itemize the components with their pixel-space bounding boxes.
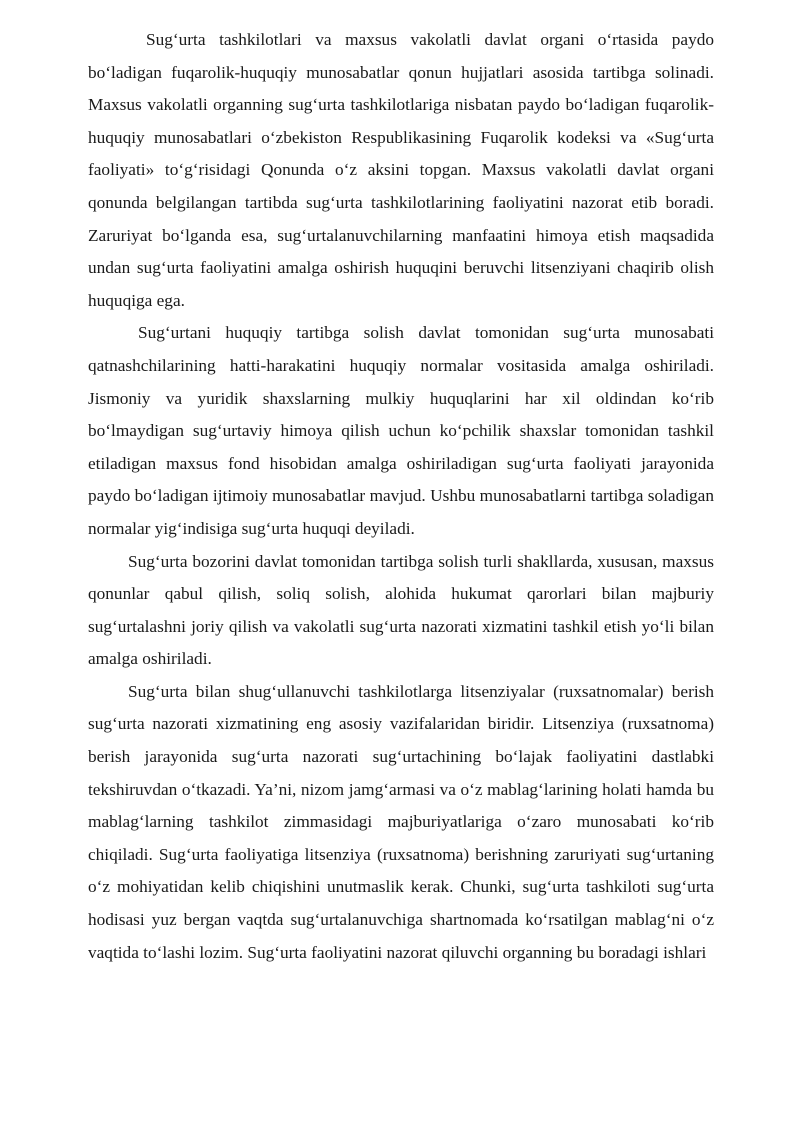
paragraph-1: Sug‘urta tashkilotlari va maxsus vakolatli davlat organi o‘rtasida paydo bo‘ladigan fuqarolik-huquqiy munosabatlar qonun hujjatlari asosida tartibga solinadi. Maxsus vakolatli organning sug‘urta tashkilotlariga nisbatan paydo bo‘ladigan fuqarolik-huquqiy munosabatlari o‘zbekiston Respublikasining Fuqarolik kodeksi va «Sug‘urta faoliyati» to‘g‘risidagi Qonunda o‘z aksini topgan. Maxsus vakolatli davlat organi qonunda belgilangan tartibda sug‘urta tashkilotlarining faoliyatini nazorat etib boradi. Zaruriyat bo‘lganda esa, sug‘urtalanuvchilarning manfaatini himoya etish maqsadida undan sug‘urta faoliyatini amalga oshirish huquqini beruvchi litsenziyani chaqirib olish huquqiga ega. xyxy=(88,30,714,310)
paragraph-4: Sug‘urta bilan shug‘ullanuvchi tashkilotlarga litsenziyalar (ruxsatnomalar) berish sug‘urta nazorati xizmatining eng asosiy vazifalaridan biridir. Litsenziya (ruxsatnoma) berish jarayonida sug‘urta nazorati sug‘urtachining bo‘lajak faoliyatini dastlabki tekshiruvdan o‘tkazadi. Ya’ni, nizom jamg‘armasi va o‘z mablag‘larining holati hamda bu mablag‘larning tashkilot zimmasidagi majburiyatlariga o‘zaro munosabati ko‘rib chiqiladi. Sug‘urta faoliyatiga litsenziya (ruxsatnoma) berishning zaruriyati sug‘urtaning o‘z mohiyatidan kelib chiqishini unutmaslik kerak. Chunki, sug‘urta tashkiloti sug‘urta hodisasi yuz bergan vaqtda sug‘urtalanuvchiga shartnomada ko‘rsatilgan mablag‘ni o‘z vaqtida to‘lashi lozim. Sug‘urta faoliyatini nazorat qiluvchi organning bu boradagi ishlari xyxy=(88,681,714,962)
document-page xyxy=(88,24,714,969)
paragraph-2: Sug‘urtani huquqiy tartibga solish davlat tomonidan sug‘urta munosabati qatnashchilarining hatti-harakatini huquqiy normalar vositasida amalga oshiriladi. Jismoniy va yuridik shaxslarning mulkiy huquqlarini har xil oldindan ko‘rib bo‘lmaydigan sug‘urtaviy himoya qilish uchun ko‘pchilik shaxslar tomonidan tashkil etiladigan maxsus fond hisobidan amalga oshiriladigan sug‘urta faoliyati jarayonida paydo bo‘ladigan ijtimoiy munosabatlar mavjud. Ushbu munosabatlarni tartibga soladigan normalar yig‘indisiga sug‘urta huquqi deyiladi. xyxy=(88,323,714,538)
paragraph-3: Sug‘urta bozorini davlat tomonidan tartibga solish turli shakllarda, xususan, maxsus qonunlar qabul qilish, soliq solish, alohida hukumat qarorlari bilan majburiy sug‘urtalashni joriy qilish va vakolatli sug‘urta nazorati xizmatini tashkil etish yo‘li bilan amalga oshiriladi. xyxy=(88,551,714,669)
